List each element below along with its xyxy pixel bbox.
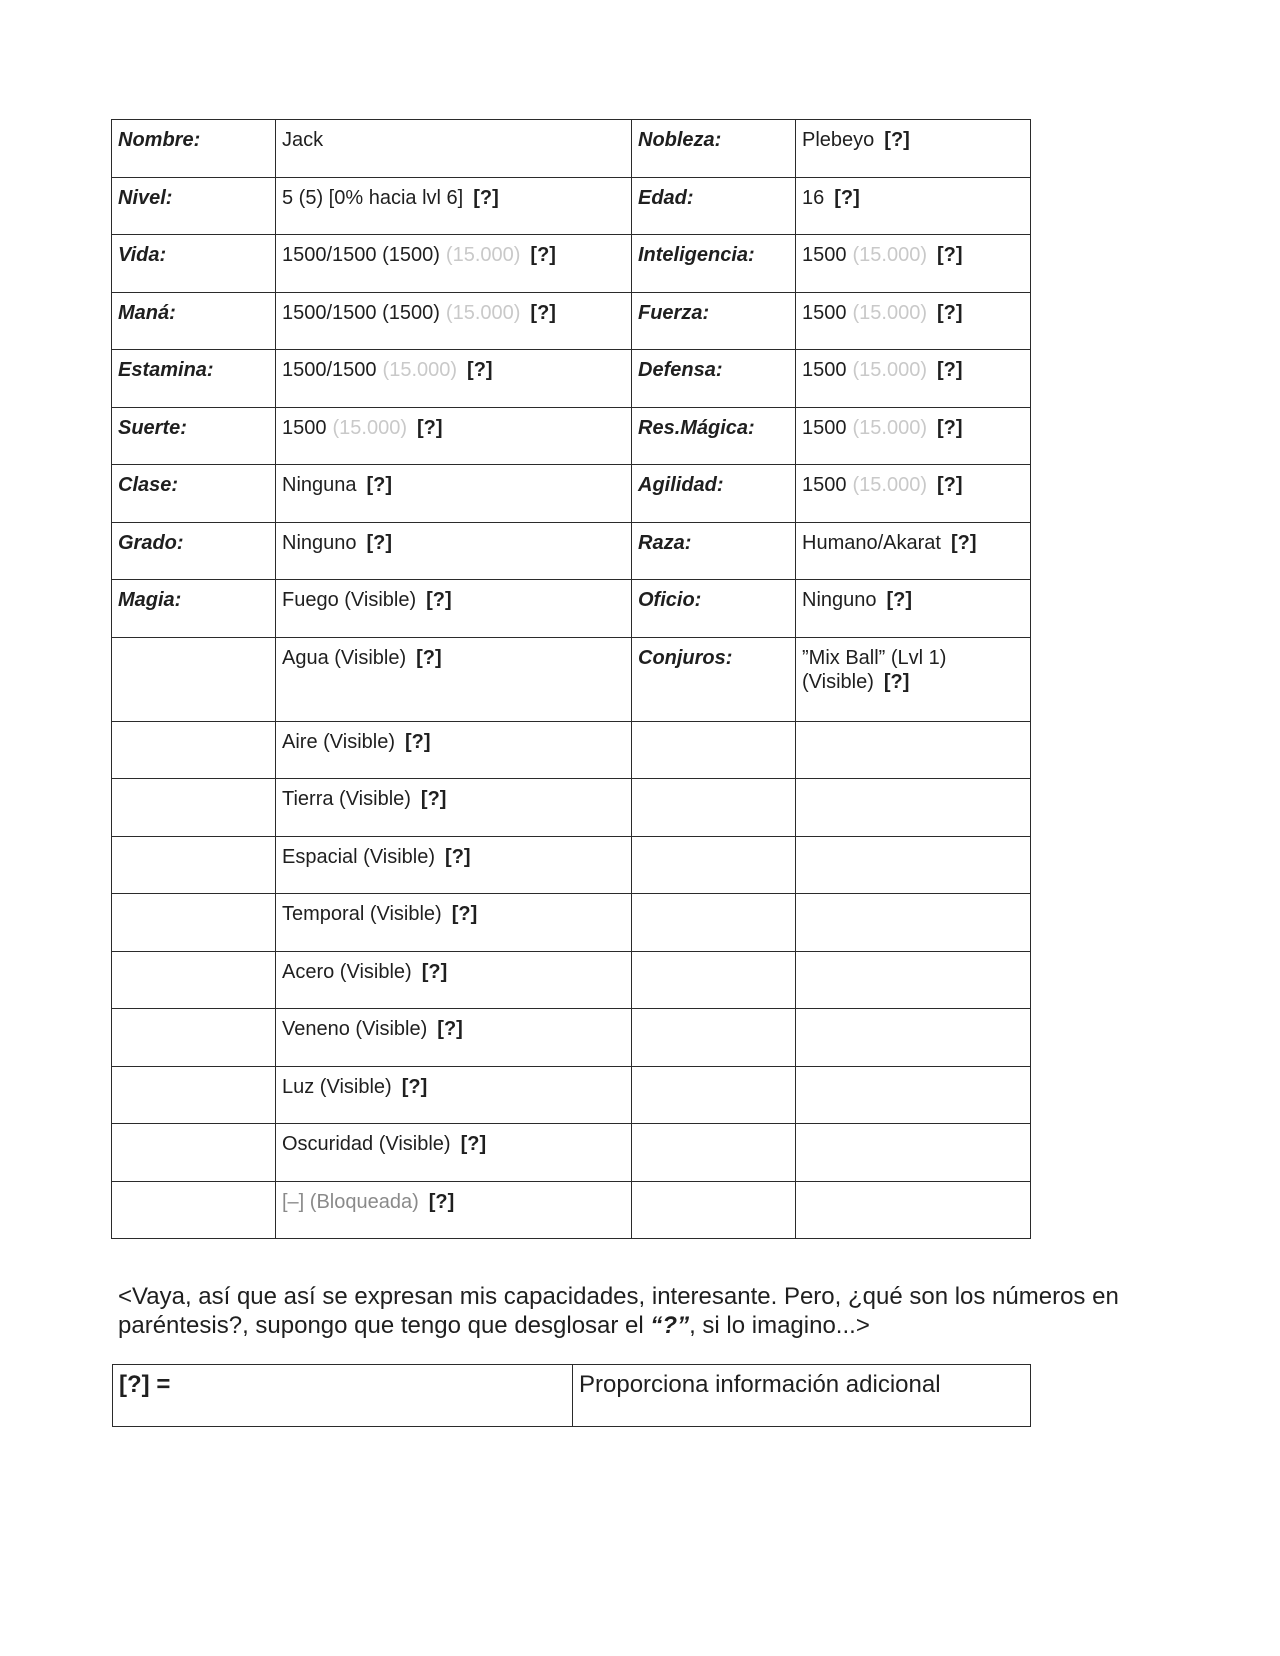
stat-value-cell xyxy=(796,350,1031,408)
stat-value-cell xyxy=(796,1066,1031,1124)
stat-value: Aire (Visible) xyxy=(282,730,395,753)
stat-label xyxy=(112,836,276,894)
info-button[interactable]: [?] xyxy=(937,416,963,439)
stat-label: Vida: xyxy=(112,235,276,293)
stat-label xyxy=(112,637,276,721)
info-button[interactable]: [?] xyxy=(366,474,393,496)
stat-label: Conjuros: xyxy=(632,637,796,721)
stat-value-cell xyxy=(276,1009,632,1067)
stat-value: Fuego (Visible) xyxy=(282,589,417,611)
stat-value-cell xyxy=(276,350,632,408)
stat-value-cell xyxy=(276,836,632,894)
stat-value: Temporal (Visible) xyxy=(282,903,442,925)
stat-label: Inteligencia: xyxy=(632,235,796,293)
stat-value-cell xyxy=(796,779,1031,837)
narration-question-mark: “?” xyxy=(650,1312,690,1339)
info-button[interactable]: [?] xyxy=(937,301,963,324)
stat-label: Nombre: xyxy=(112,120,276,178)
sheet-row xyxy=(112,951,1031,1009)
legend-value: Proporciona información adicional xyxy=(573,1365,1031,1427)
stat-value: ”Mix Ball” (Lvl 1) xyxy=(802,646,947,669)
stat-value: Tierra (Visible) xyxy=(282,788,411,810)
info-button[interactable]: [?] xyxy=(937,359,963,381)
stat-label xyxy=(112,1181,276,1239)
stat-value-cell xyxy=(796,407,1031,465)
stat-value-cell xyxy=(276,120,632,178)
stat-value-cell xyxy=(796,292,1031,350)
stat-label: Res.Mágica: xyxy=(632,407,796,465)
stat-label: Edad: xyxy=(632,177,796,235)
stat-value: Ninguno xyxy=(802,589,877,611)
stat-value-cell xyxy=(276,580,632,638)
legend-row xyxy=(113,1365,1031,1427)
stat-value: 1500 xyxy=(802,474,847,496)
info-button[interactable]: [?] xyxy=(884,129,910,151)
info-button[interactable]: [?] xyxy=(420,788,447,810)
stat-label: Maná: xyxy=(112,292,276,350)
stat-label: Clase: xyxy=(112,465,276,523)
stat-label xyxy=(112,894,276,952)
stat-value-cell xyxy=(276,292,632,350)
stat-max-value: (15.000) xyxy=(852,416,927,439)
sheet-row xyxy=(112,120,1031,178)
stat-max-value: (15.000) xyxy=(332,416,407,439)
stat-value: 1500/1500 (1500) xyxy=(282,301,440,324)
stat-value: Agua (Visible) xyxy=(282,646,407,669)
stat-label: Nobleza: xyxy=(632,120,796,178)
stat-value-cell xyxy=(796,951,1031,1009)
sheet-row xyxy=(112,292,1031,350)
info-button[interactable]: [?] xyxy=(445,845,471,868)
info-button[interactable]: [?] xyxy=(473,186,499,209)
stat-value: 1500/1500 (1500) xyxy=(282,244,440,266)
stat-value: 1500 xyxy=(802,301,847,324)
stat-label xyxy=(112,721,276,779)
info-button[interactable]: [?] xyxy=(421,960,448,983)
stat-value: Oscuridad (Visible) xyxy=(282,1133,451,1155)
stat-label: Grado: xyxy=(112,522,276,580)
narration-text xyxy=(118,1282,1128,1340)
stat-value-cell xyxy=(276,951,632,1009)
stat-value-cell xyxy=(276,779,632,837)
stat-value: Espacial (Visible) xyxy=(282,845,436,868)
info-button[interactable]: [?] xyxy=(426,589,452,611)
stat-value-cell xyxy=(796,522,1031,580)
stat-label xyxy=(632,1181,796,1239)
stat-value-cell xyxy=(276,522,632,580)
sheet-row xyxy=(112,721,1031,779)
stat-value-cell xyxy=(796,836,1031,894)
sheet-row xyxy=(112,350,1031,408)
stat-value-line2: (Visible) xyxy=(802,670,874,693)
sheet-row xyxy=(112,1066,1031,1124)
stat-label: Raza: xyxy=(632,522,796,580)
stat-value: Plebeyo xyxy=(802,129,875,151)
stat-value-cell xyxy=(276,235,632,293)
stat-value-cell xyxy=(276,407,632,465)
stat-label xyxy=(112,1124,276,1182)
stat-value-cell xyxy=(276,721,632,779)
sheet-row xyxy=(112,779,1031,837)
stat-value-cell xyxy=(796,637,1031,721)
stat-value: 1500 xyxy=(802,244,847,266)
info-button[interactable]: [?] xyxy=(467,359,493,381)
info-button[interactable]: [?] xyxy=(834,186,860,209)
status-sheet-table xyxy=(111,119,1031,1239)
stat-label: Fuerza: xyxy=(632,292,796,350)
stat-max-value: (15.000) xyxy=(445,301,521,324)
sheet-row xyxy=(112,1124,1031,1182)
narration-part2: , si lo imagino...> xyxy=(689,1312,870,1339)
info-button[interactable]: [?] xyxy=(886,589,913,611)
sheet-row xyxy=(112,177,1031,235)
stat-value: Veneno (Visible) xyxy=(282,1018,428,1040)
stat-value: Ninguno xyxy=(282,531,357,554)
stat-value: Luz (Visible) xyxy=(282,1075,392,1098)
stat-value: 16 xyxy=(802,186,825,209)
stat-label xyxy=(632,1009,796,1067)
sheet-row xyxy=(112,1009,1031,1067)
stat-value-cell xyxy=(276,1124,632,1182)
info-button[interactable]: [?] xyxy=(451,903,478,925)
stat-value: [–] (Bloqueada) xyxy=(282,1190,419,1213)
stat-value: 1500 xyxy=(282,416,327,439)
stat-value-cell xyxy=(276,1181,632,1239)
stat-value-cell xyxy=(796,235,1031,293)
stat-max-value: (15.000) xyxy=(445,244,521,266)
info-button[interactable]: [?] xyxy=(437,1018,463,1040)
narration-part1: <Vaya, así que así se expresan mis capacidades, interesante. Pero, ¿qué son los números en paréntesis?, supongo que tengo que desglosar el xyxy=(118,1283,1119,1339)
stat-label xyxy=(112,1009,276,1067)
info-button[interactable]: [?] xyxy=(401,1075,428,1098)
stat-value-cell xyxy=(796,1181,1031,1239)
stat-value: Jack xyxy=(282,129,324,151)
stat-max-value: (15.000) xyxy=(852,244,927,266)
stat-value-cell xyxy=(796,1124,1031,1182)
info-button[interactable]: [?] xyxy=(428,1190,455,1213)
stat-label xyxy=(632,894,796,952)
info-button[interactable]: [?] xyxy=(460,1133,487,1155)
info-button[interactable]: [?] xyxy=(417,416,443,439)
stat-label xyxy=(112,779,276,837)
stat-value-cell xyxy=(796,120,1031,178)
stat-value-cell xyxy=(276,1066,632,1124)
stat-label: Suerte: xyxy=(112,407,276,465)
stat-value: Acero (Visible) xyxy=(282,960,412,983)
sheet-row xyxy=(112,465,1031,523)
stat-max-value: (15.000) xyxy=(382,359,458,381)
stat-value: 5 (5) [0% hacia lvl 6] xyxy=(282,186,464,209)
sheet-row xyxy=(112,522,1031,580)
stat-label: Defensa: xyxy=(632,350,796,408)
stat-value-cell xyxy=(276,894,632,952)
stat-max-value: (15.000) xyxy=(852,474,927,496)
stat-label: Oficio: xyxy=(632,580,796,638)
sheet-row xyxy=(112,407,1031,465)
stat-value: 1500 xyxy=(802,359,847,381)
info-button[interactable]: [?] xyxy=(937,244,963,266)
stat-value-cell xyxy=(796,894,1031,952)
stat-value: 1500 xyxy=(802,416,847,439)
info-button[interactable]: [?] xyxy=(883,670,910,693)
info-button[interactable]: [?] xyxy=(950,531,977,554)
stat-value-cell xyxy=(796,721,1031,779)
stat-label xyxy=(632,836,796,894)
stat-label xyxy=(632,1124,796,1182)
stat-value-cell xyxy=(796,177,1031,235)
stat-value: Ninguna xyxy=(282,474,357,496)
info-button[interactable]: [?] xyxy=(366,531,393,554)
info-button[interactable]: [?] xyxy=(937,474,963,496)
info-button[interactable]: [?] xyxy=(416,646,442,669)
sheet-row xyxy=(112,1181,1031,1239)
stat-max-value: (15.000) xyxy=(852,359,927,381)
sheet-row xyxy=(112,836,1031,894)
info-button[interactable]: [?] xyxy=(405,730,431,753)
stat-value-cell xyxy=(796,1009,1031,1067)
stat-label xyxy=(112,951,276,1009)
stat-value-cell xyxy=(276,637,632,721)
legend-table xyxy=(112,1364,1031,1427)
stat-value: Humano/Akarat xyxy=(802,531,941,554)
stat-value-cell xyxy=(276,465,632,523)
stat-label xyxy=(632,779,796,837)
sheet-row xyxy=(112,894,1031,952)
stat-label xyxy=(632,1066,796,1124)
stat-label: Estamina: xyxy=(112,350,276,408)
stat-label xyxy=(632,721,796,779)
legend-key: [?] = xyxy=(113,1365,573,1427)
stat-value-cell xyxy=(276,177,632,235)
stat-value-cell xyxy=(796,465,1031,523)
stat-label: Nivel: xyxy=(112,177,276,235)
stat-max-value: (15.000) xyxy=(852,301,927,324)
stat-value-cell xyxy=(796,580,1031,638)
stat-label xyxy=(632,951,796,1009)
stat-value: 1500/1500 xyxy=(282,359,377,381)
info-button[interactable]: [?] xyxy=(530,244,556,266)
stat-label xyxy=(112,1066,276,1124)
stat-label: Magia: xyxy=(112,580,276,638)
sheet-row xyxy=(112,637,1031,721)
status-sheet-body xyxy=(112,120,1031,1239)
sheet-row xyxy=(112,580,1031,638)
stat-label: Agilidad: xyxy=(632,465,796,523)
sheet-row xyxy=(112,235,1031,293)
info-button[interactable]: [?] xyxy=(530,301,556,324)
